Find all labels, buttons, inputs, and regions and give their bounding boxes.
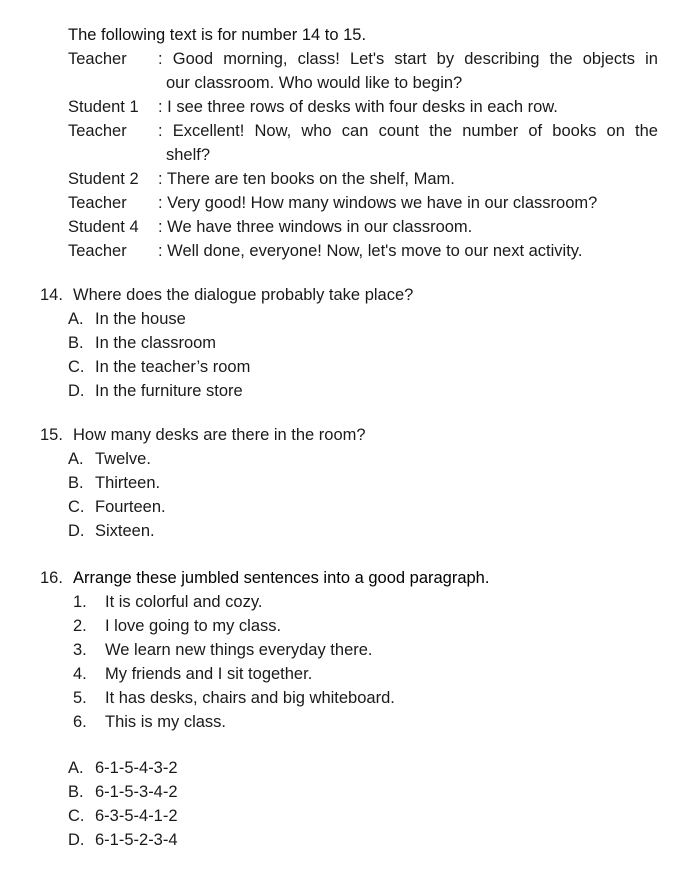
answer-options <box>68 756 650 852</box>
answer-option-b[interactable] <box>68 331 650 355</box>
option-letter: D. <box>68 382 85 400</box>
speaker: Teacher <box>68 50 127 68</box>
dialogue-line: : I see three rows of desks with four desks in each row. <box>158 98 558 116</box>
option-letter: C. <box>68 498 85 516</box>
speaker: Teacher <box>68 194 127 212</box>
answer-option-b[interactable] <box>68 471 650 495</box>
answer-option-a[interactable] <box>68 447 650 471</box>
dialogue-turn <box>68 239 658 263</box>
question-number: 15. <box>40 426 63 444</box>
sentence-number: 3. <box>73 641 87 659</box>
option-text: Sixteen. <box>95 522 155 540</box>
jumbled-sentence <box>73 662 650 686</box>
dialogue-line: : Well done, everyone! Now, let's move to our next activity. <box>158 242 583 260</box>
option-text: 6-1-5-3-4-2 <box>95 783 178 801</box>
option-text: In the classroom <box>95 334 217 352</box>
speaker: Teacher <box>68 122 127 140</box>
option-letter: A. <box>68 310 84 328</box>
dialogue-line: : Very good! How many windows we have in our classroom? <box>158 194 598 212</box>
dialogue-line-continued: our classroom. Who would like to begin? <box>166 74 463 92</box>
dialogue-turn <box>68 47 658 71</box>
option-text: 6-3-5-4-1-2 <box>95 807 178 825</box>
option-text: Thirteen. <box>95 474 161 492</box>
option-text: In the house <box>95 310 186 328</box>
speaker: Student 1 <box>68 98 139 116</box>
question-header <box>40 423 650 447</box>
dialogue-turn <box>68 191 658 215</box>
jumbled-sentence <box>73 590 650 614</box>
jumbled-sentences <box>73 590 650 734</box>
question-header <box>40 283 650 307</box>
sentence-number: 6. <box>73 713 87 731</box>
answer-options <box>68 307 650 403</box>
option-letter: C. <box>68 358 85 376</box>
sentence-number: 2. <box>73 617 87 635</box>
sentence-text: My friends and I sit together. <box>105 665 313 683</box>
sentence-text: It is colorful and cozy. <box>105 593 263 611</box>
option-text: Twelve. <box>95 450 151 468</box>
option-text: 6-1-5-4-3-2 <box>95 759 178 777</box>
question-14 <box>40 283 650 403</box>
option-letter: B. <box>68 334 84 352</box>
dialogue-turn-continued <box>68 143 658 167</box>
dialogue-line: : Good morning, class! Let's start by describing the objects in <box>158 50 658 68</box>
sentence-number: 5. <box>73 689 87 707</box>
speaker: Teacher <box>68 242 127 260</box>
jumbled-sentence <box>73 686 650 710</box>
question-text: How many desks are there in the room? <box>73 426 366 444</box>
sentence-text: We learn new things everyday there. <box>105 641 373 659</box>
jumbled-sentence <box>73 638 650 662</box>
question-15 <box>40 423 650 543</box>
option-text: Fourteen. <box>95 498 166 516</box>
option-text: In the teacher’s room <box>95 358 251 376</box>
dialogue-turn <box>68 95 658 119</box>
speaker: Student 4 <box>68 218 139 236</box>
passage-intro: The following text is for number 14 to 15. <box>68 26 367 44</box>
option-letter: D. <box>68 522 85 540</box>
dialogue-turn <box>68 215 658 239</box>
option-letter: C. <box>68 807 85 825</box>
sentence-number: 1. <box>73 593 87 611</box>
answer-options <box>68 447 650 543</box>
answer-option-c[interactable] <box>68 355 650 379</box>
question-header <box>40 566 650 590</box>
option-letter: B. <box>68 474 84 492</box>
dialogue-turn <box>68 119 658 143</box>
speaker: Student 2 <box>68 170 139 188</box>
dialogue-turn <box>68 167 658 191</box>
answer-option-d[interactable] <box>68 519 650 543</box>
question-text: Where does the dialogue probably take place? <box>73 286 414 304</box>
sentence-text: I love going to my class. <box>105 617 282 635</box>
question-16 <box>40 566 650 852</box>
question-number: 16. <box>40 569 63 587</box>
jumbled-sentence <box>73 614 650 638</box>
jumbled-sentence <box>73 710 650 734</box>
answer-option-a[interactable] <box>68 307 650 331</box>
dialogue-line: : Excellent! Now, who can count the number of books on the <box>158 122 658 140</box>
option-text: In the furniture store <box>95 382 243 400</box>
option-text: 6-1-5-2-3-4 <box>95 831 178 849</box>
dialogue-line: : We have three windows in our classroom. <box>158 218 473 236</box>
option-letter: B. <box>68 783 84 801</box>
answer-option-c[interactable] <box>68 804 650 828</box>
answer-option-c[interactable] <box>68 495 650 519</box>
answer-option-d[interactable] <box>68 828 650 852</box>
dialogue-line-continued: shelf? <box>166 146 211 164</box>
question-text: Arrange these jumbled sentences into a good paragraph. <box>73 569 490 587</box>
sentence-text: It has desks, chairs and big whiteboard. <box>105 689 395 707</box>
dialogue <box>68 47 658 263</box>
option-letter: A. <box>68 759 84 777</box>
dialogue-line: : There are ten books on the shelf, Mam. <box>158 170 455 188</box>
option-letter: A. <box>68 450 84 468</box>
option-letter: D. <box>68 831 85 849</box>
answer-option-b[interactable] <box>68 780 650 804</box>
dialogue-turn-continued <box>68 71 658 95</box>
question-number: 14. <box>40 286 63 304</box>
answer-option-d[interactable] <box>68 379 650 403</box>
answer-option-a[interactable] <box>68 756 650 780</box>
sentence-text: This is my class. <box>105 713 227 731</box>
sentence-number: 4. <box>73 665 87 683</box>
